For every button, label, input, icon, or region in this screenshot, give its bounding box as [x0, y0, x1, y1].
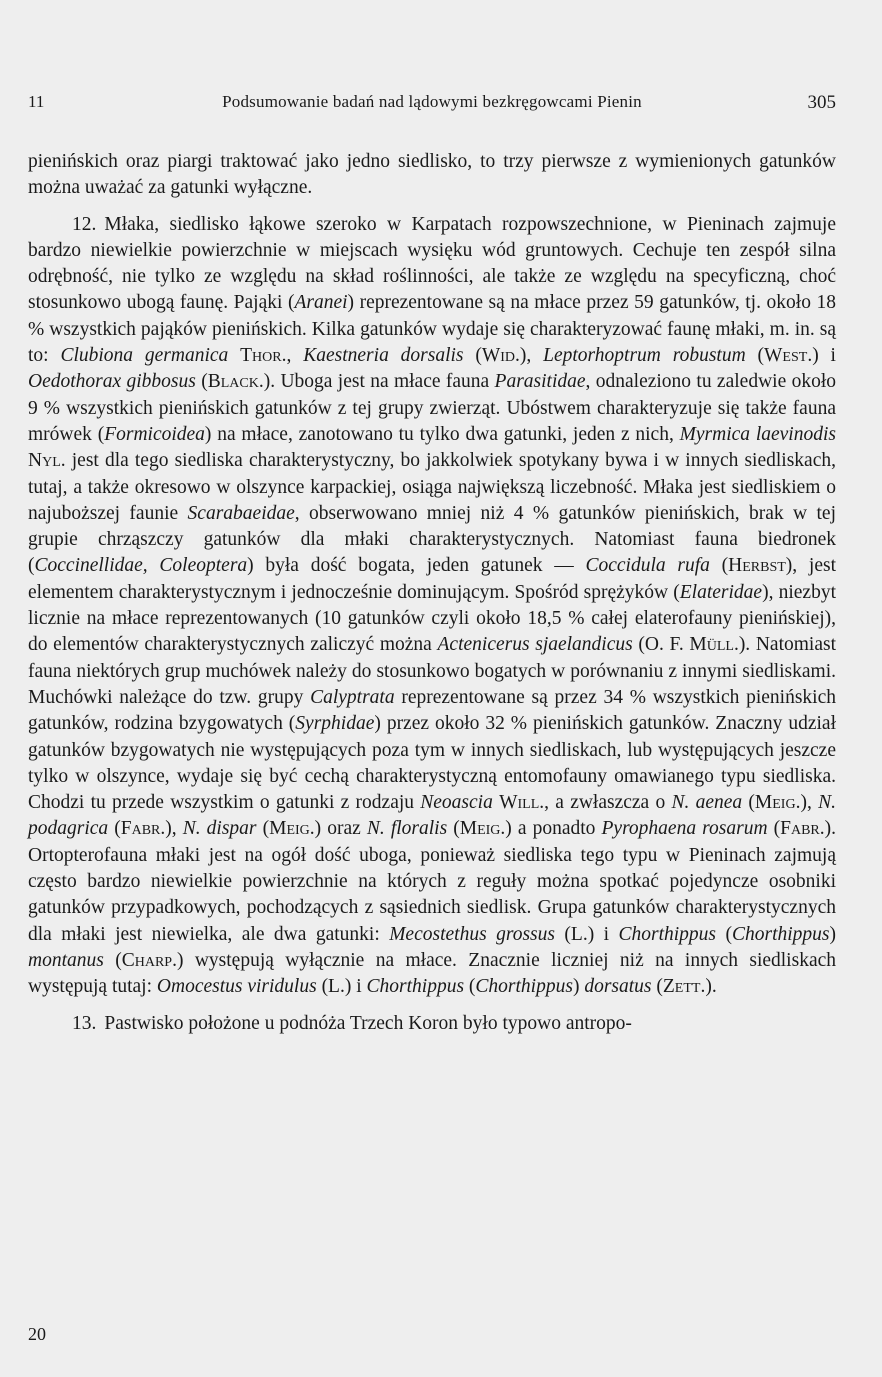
taxon-name: Parasitidae	[494, 371, 586, 393]
author-name: Nyl	[28, 450, 61, 472]
author-name: Fabr	[120, 818, 161, 840]
taxon-name: dorsatus	[584, 976, 652, 998]
taxon-name: Aranei	[294, 292, 348, 314]
body-text	[28, 149, 836, 1037]
paragraph-continuation: pienińskich oraz piargi traktować jako jedno siedlisko, to trzy pierwsze z wymienionych gatunków można uważać za gatunki wyłączne.	[28, 151, 836, 199]
taxon-name: Elateridae	[679, 581, 763, 603]
taxon-name: Coccidula rufa	[585, 555, 710, 577]
taxon-name: Pyrophaena rosarum	[601, 818, 768, 840]
author-name: Fabr	[780, 818, 820, 840]
taxon-name: Formicoidea	[104, 423, 205, 445]
author-name: Zett	[662, 976, 701, 998]
taxon-name: N. floralis	[366, 818, 448, 840]
taxon-name: Mecostethus grossus	[389, 923, 555, 945]
taxon-name: Neoascia	[420, 792, 493, 814]
author-name: Will	[499, 792, 540, 814]
author-name: Meig	[754, 792, 796, 814]
taxon-name: Scarabaeidae	[187, 502, 295, 524]
author-name: West	[764, 345, 808, 367]
taxon-name: Leptorhoptrum robustum	[543, 345, 746, 367]
author-name: Thor	[240, 345, 282, 367]
author-name: Meig	[459, 818, 501, 840]
chapter-number: 11	[28, 92, 45, 111]
paragraph-number: 13.	[72, 1012, 97, 1034]
taxon-name: N. aenea	[671, 792, 743, 814]
author-name: Wid	[481, 345, 516, 367]
taxon-name: Actenicerus sjaelandicus	[437, 634, 633, 656]
taxon-name: N. podagrica	[28, 792, 836, 840]
taxon-name: Chorthippus	[618, 923, 717, 945]
taxon-name: Chorthippus	[475, 976, 573, 998]
taxon-name: Syrphidae	[295, 713, 375, 735]
taxon-name: Chorthippus	[366, 976, 465, 998]
paragraph-13: 13. Pastwisko położone u podnóża Trzech Koron było typowo antropo-	[72, 1012, 632, 1034]
author-name: Herbst	[728, 555, 786, 577]
taxon-name: Omocestus viridulus	[156, 976, 317, 998]
taxon-name: Myrmica laevinodis	[679, 423, 836, 445]
author-name: Meig	[269, 818, 310, 840]
taxon-name: Oedothorax gibbosus	[28, 371, 196, 393]
author-name: Müll	[689, 634, 734, 656]
author-name: Black	[207, 371, 259, 393]
taxon-name: Kaestneria dorsalis	[303, 345, 464, 367]
paragraph-number: 12.	[72, 213, 97, 235]
author-name: Charp	[121, 949, 173, 971]
taxon-name: montanus	[28, 949, 104, 971]
taxon-name: Chorthippus	[731, 923, 830, 945]
signature-mark: 20	[28, 1324, 46, 1344]
page-number: 305	[807, 92, 836, 113]
taxon-name: Clubiona germanica	[60, 345, 229, 367]
taxon-name: Calyptrata	[310, 686, 395, 708]
running-title: Podsumowanie badań nad lądowymi bezkręgowcami Pienin	[222, 92, 642, 111]
paragraph-12: 12. Młaka, siedlisko łąkowe szeroko w Karpatach rozpowszechnione, w Pieninach zajmuje bardzo niewielkie powierzchnie w miejscach wysięku wód gruntowych. Cechuje ten zespół silna odrębność, nie tylko ze względu na skład roślinności, ale także ze względu na specyficzną, choć stosunkowo ubogą faunę. Pająki (Aranei) reprezentowane są na młace przez 59 gatunków, tj. około 18 % wszystkich pająków pienińskich. Kilka gatunków wydaje się charakteryzować faunę młaki, m. in. są to: Clubiona germanica Thor., Kaestneria dorsalis (Wid.), Leptorhoptrum robustum (West.) i Oedothorax gibbosus (Black.). Uboga jest na młace fauna Parasitidae, odnaleziono tu zaledwie około 9 % wszystkich pienińskich gatunków z tej grupy zwierząt. Ubóstwem charakteryzuje się także fauna mrówek (Formicoidea) na młace, zanotowano tu tylko dwa gatunki, jeden z nich, Myrmica laevinodis Nyl. jest dla tego siedliska charakterystyczny, bo jakkolwiek spotykany bywa i w innych siedliskach, tutaj, a także okresowo w olszynce karpackiej, osiąga największą liczebność. Młaka jest siedliskiem o najuboższej faunie Scarabaeidae, obserwowano mniej niż 4 % gatunków pienińskich, brak w tej grupie chrząszczy gatunków dla młaki charakterystycznych. Natomiast fauna biedronek (Coccinellidae, Coleoptera) była dość bogata, jeden gatunek — Coccidula rufa (Herbst), jest elementem charakterystycznym i jednocześnie dominującym. Spośród sprężyków (Elateridae), niezbyt licznie na młace reprezentowanych (10 gatunków czyli około 18,5 % całej elaterofauny pienińskiej), do elementów charakterystycznych zaliczyć można Actenicerus sjaelandicus (O. F. Müll.). Natomiast fauna niektórych grup muchówek należy do stosunkowo bogatych w porównaniu z innymi siedliskami. Muchówki należące do tzw. grupy Calyptrata reprezentowane są przez 34 % wszystkich pienińskich gatunków, rodzina bzygowatych (Syrphidae) przez około 32 % pienińskich gatunków. Znaczny udział gatunków bzygowatych nie występujących poza tym w innych siedliskach, lub występujących jeszcze tylko w olszynce, wydaje się być cechą charakterystyczną entomofauny omawianego typu siedliska. Chodzi tu przede wszystkim o gatunki z rodzaju Neoascia Will., a zwłaszcza o N. aenea (Meig.), N. podagrica (Fabr.), N. dispar (Meig.) oraz N. floralis (Meig.) a ponadto Pyrophaena rosarum (Fabr.). Ortopterofauna młaki jest na ogół dość uboga, ponieważ siedliska tego typu w Pieninach zajmują często bardzo niewielkie powierzchnie na których z reguły można spotkać pojedyncze osobniki gatunków przypadkowych, pochodzących z sąsiednich siedlisk. Grupa gatunków charakterystycznych dla młaki jest niewielka, ale dwa gatunki: Mecostethus grossus (L.) i Chorthippus (Chorthippus) montanus (Charp.) występują wyłącznie na młace. Znacznie liczniej niż na innych siedliskach występują tutaj: Omocestus viridulus (L.) i Chorthippus (Chorthippus) dorsatus (Zett.).	[28, 213, 837, 998]
taxon-name: Coccinellidae, Coleoptera	[34, 555, 248, 577]
taxon-name: N. dispar	[182, 818, 257, 840]
running-head	[28, 92, 836, 118]
